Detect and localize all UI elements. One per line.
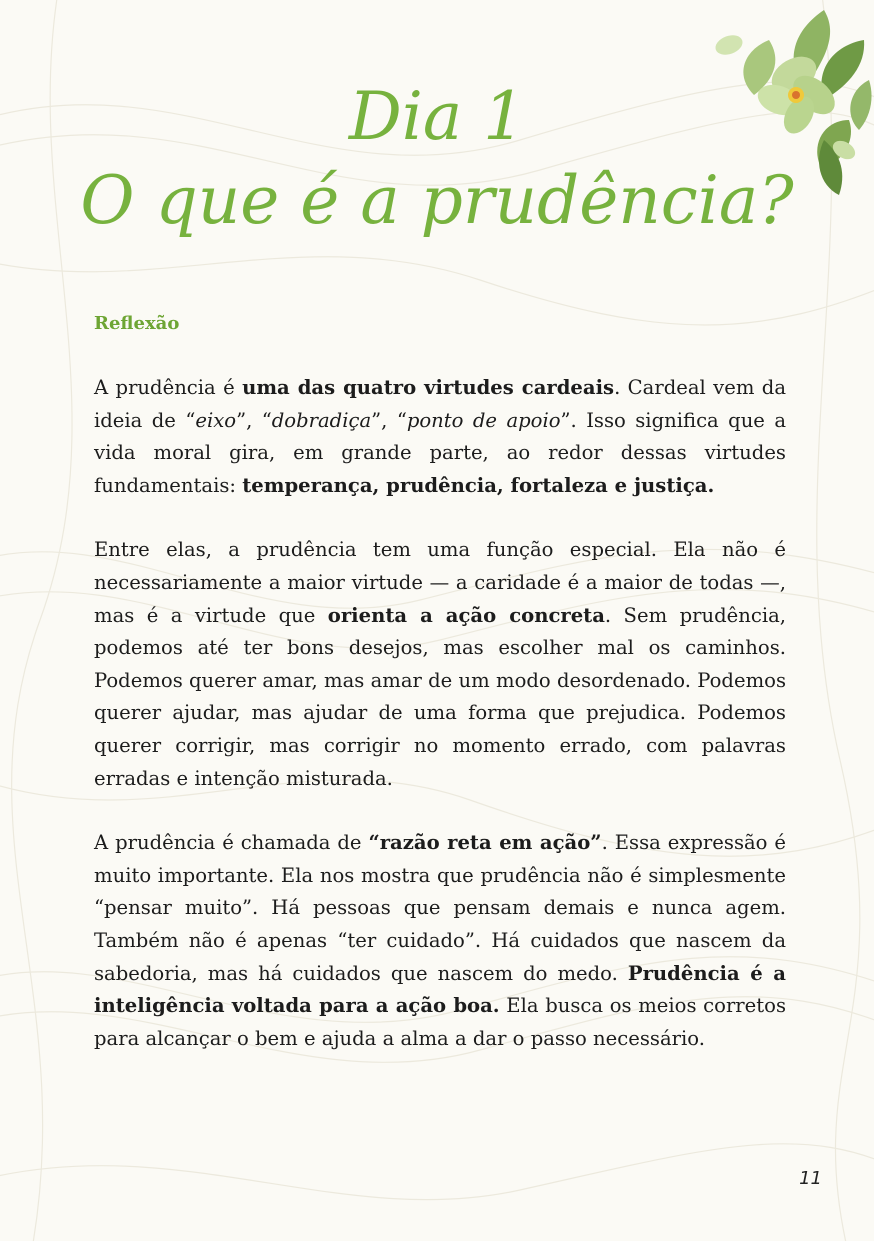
- text-span: ”, “: [371, 408, 407, 432]
- text-span: . Sem prudência, podemos até ter bons desejos, mas escolher mal os caminhos. Podemos querer amar, mas amar de um modo desordenado. Podemos querer ajudar, mas ajudar de uma forma que prejudica. Podemos querer corrigir, mas corrigir no momento errado, com palavras erradas e intenção misturada.: [94, 603, 787, 790]
- bold-text: temperança, prudência, fortaleza e justiça.: [242, 473, 715, 497]
- page-title-line-1: Dia 1: [348, 78, 526, 155]
- text-span: . Essa expressão é muito importante. Ela nos mostra que prudência não é simplesmente “pensar muito”. Há pessoas que pensam demais e nunca agem. Também não é apenas “ter cuidado”. Há cuidados que nascem da sabedoria, mas há cuidados que nascem do medo.: [94, 831, 786, 985]
- text-span: . Cardeal vem da ideia de “: [94, 376, 787, 432]
- bold-text: “razão reta em ação”: [368, 831, 602, 855]
- bold-text: uma das quatro virtudes cardeais: [242, 376, 615, 399]
- paragraph: [94, 372, 786, 502]
- text-span: Entre elas, a prudência tem uma função especial. Ela não é necessariamente a maior virtude — a caridade é a maior de todas —, mas é a virtude que: [94, 538, 786, 627]
- bold-text: Prudência é a inteligência voltada para a ação boa.: [94, 961, 786, 1018]
- text-span: ”, “: [236, 408, 272, 432]
- page-title-line-2: O que é a prudência?: [80, 162, 794, 239]
- italic-text: eixo: [195, 408, 237, 432]
- text-span: A prudência é: [94, 376, 243, 399]
- paragraph: [94, 827, 786, 1055]
- text-span: ”. Isso significa que a vida moral gira, em grande parte, ao redor dessas virtudes fundamentais:: [94, 408, 786, 497]
- italic-text: dobradiça: [271, 408, 372, 432]
- italic-text: ponto de apoio: [406, 408, 561, 432]
- section-label: Reflexão: [94, 313, 180, 334]
- text-span: Ela busca os meios corretos para alcançar o bem e ajuda a alma a dar o passo necessário.: [94, 994, 786, 1050]
- text-span: A prudência é chamada de: [94, 831, 369, 855]
- body-text: [94, 372, 786, 1087]
- paragraph: [94, 534, 786, 795]
- page-number: 11: [799, 1168, 822, 1189]
- bold-text: orienta a ação concreta: [327, 603, 605, 627]
